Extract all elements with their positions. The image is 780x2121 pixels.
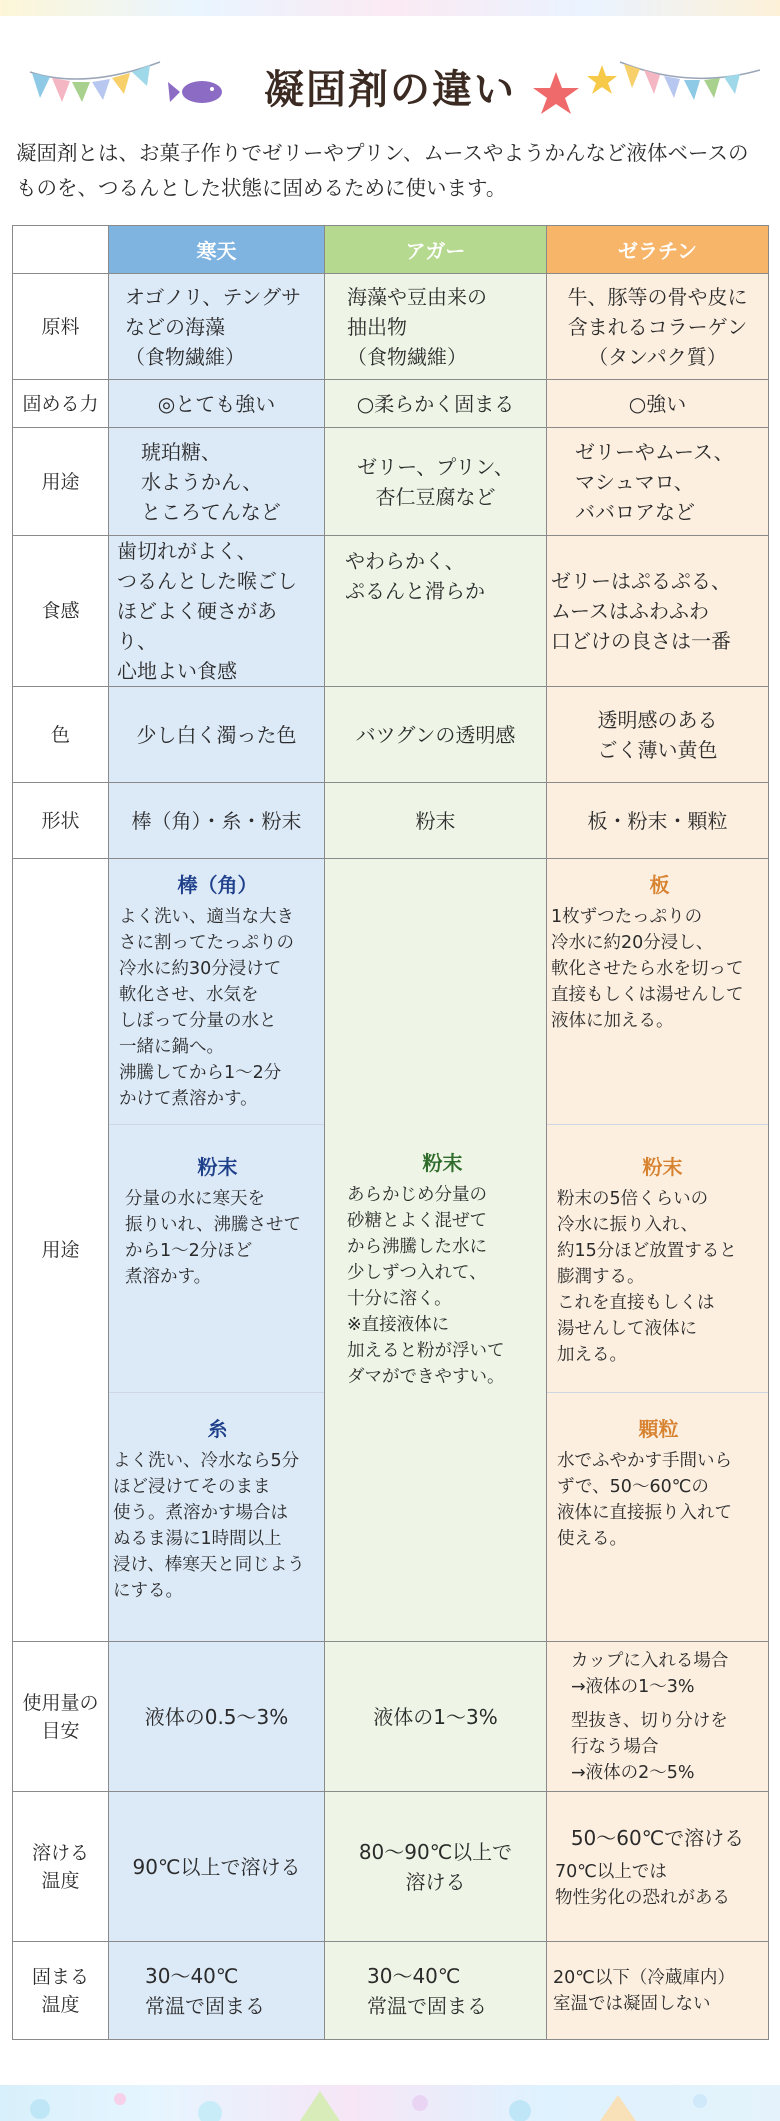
row-label: 原料 (13, 274, 109, 380)
cell-gelatin-mold: 型抜き、切り分けを 行なう場合 →液体の2〜5% (571, 1710, 728, 1783)
row-label: 用途 (13, 428, 109, 536)
row-label: 色 (13, 687, 109, 783)
subtext: よく洗い、適当な大き さに割ってたっぷりの 冷水に約30分浸けて 軟化させ、水気を しぼって分量の水と 一緒に鍋へ。 沸騰してから1〜2分 かけて煮溶かす。 (119, 907, 294, 1109)
row-label: 用途 (13, 859, 109, 1642)
cell-agar: ゼリー、プリン、 杏仁豆腐など (357, 454, 514, 509)
row-label: 固める力 (13, 380, 109, 428)
usage-gelatin-granule (547, 1392, 768, 1641)
cell-agar: 液体の1〜3% (373, 1704, 498, 1729)
cell-kanten: 歯切れがよく、 つるんとした喉ごし ほどよく硬さがあり、 心地よい食感 (117, 539, 297, 683)
subtext: 水でふやかす手間いら ずで、50〜60℃の 液体に直接振り入れて 使える。 (557, 1451, 732, 1549)
row-label: 使用量の 目安 (13, 1642, 109, 1792)
row-color (13, 687, 769, 783)
cell-gelatin: 20℃以下（冷蔵庫内） 室温では凝固しない (553, 1967, 735, 2014)
cell-gelatin-cup: カップに入れる場合 →液体の1〜3% (571, 1650, 729, 1697)
header-gelatin: ゼラチン (547, 226, 769, 274)
comparison-table (12, 225, 769, 2040)
cell-gelatin-note: 70℃以上では 物性劣化の恐れがある (555, 1861, 730, 1908)
cell-gelatin: 透明感のある ごく薄い黄色 (597, 707, 718, 762)
cell-kanten: 90℃以上で溶ける (132, 1854, 301, 1879)
row-melt (13, 1792, 769, 1942)
subtext: 1枚ずつたっぷりの 冷水に約20分浸し、 軟化させたら水を切って 直接もしくは湯せんして 液体に加える。 (551, 907, 744, 1031)
title-banner (0, 50, 780, 130)
cell-kanten: 琥珀糖、 水ようかん、 ところてんなど (141, 439, 281, 524)
row-material (13, 274, 769, 380)
bottom-decoration-strip (0, 2085, 780, 2121)
cell-agar: 粉末 (415, 808, 456, 833)
cell-gelatin-melt: 50〜60℃で溶ける (570, 1825, 745, 1850)
row-usage (13, 859, 769, 1642)
cell-agar: ○柔らかく固まる (356, 391, 515, 416)
cell-agar: 30〜40℃ 常温で固まる (367, 1963, 487, 2018)
usage-gelatin-sheet (547, 859, 768, 1124)
cell-gelatin: 牛、豚等の骨や皮に 含まれるコラーゲン （タンパク質） (567, 284, 748, 369)
header-kanten: 寒天 (109, 226, 325, 274)
row-label: 食感 (13, 536, 109, 687)
cell-kanten: ◎とても強い (157, 391, 276, 416)
cell-gelatin: ○強い (628, 391, 687, 416)
cell-gelatin: ゼリーはぷるぷる、 ムースはふわふわ 口どけの良さは一番 (551, 569, 731, 653)
cell-gelatin: ゼリーやムース、 マシュマロ、 ババロアなど (575, 439, 734, 524)
row-label: 固まる 温度 (13, 1942, 109, 2040)
subtext: 分量の水に寒天を 振りいれ、沸騰させて から1〜2分ほど 煮溶かす。 (125, 1189, 302, 1287)
usage-agar-powder (325, 859, 546, 1396)
page-title: 凝固剤の違い (264, 67, 516, 113)
row-texture (13, 536, 769, 687)
cell-agar: やわらかく、 ぷるんと滑らか (345, 549, 485, 603)
row-label: 溶ける 温度 (13, 1792, 109, 1942)
row-set (13, 1942, 769, 2040)
row-strength (13, 380, 769, 428)
cell-kanten: オゴノリ、テングサ などの海藻 （食物繊維） (125, 284, 301, 369)
subheading: 板 (649, 873, 670, 897)
cell-kanten: 30〜40℃ 常温で固まる (145, 1963, 265, 2018)
subtext: 粉末の5倍くらいの 冷水に振り入れ、 約15分ほど放置すると 膨潤する。 これを直接もしくは 湯せんして液体に 加える。 (557, 1189, 737, 1365)
subheading: 粉末 (422, 1151, 463, 1175)
subheading: 顆粒 (638, 1417, 679, 1441)
subtext: あらかじめ分量の 砂糖とよく混ぜて から沸騰した水に 少しずつ入れて、 十分に溶く。 ※直接液体に 加えると粉が浮いて ダマができやすい。 (347, 1185, 505, 1387)
cell-gelatin: 板・粉末・顆粒 (587, 808, 728, 833)
row-shape (13, 783, 769, 859)
subheading: 糸 (207, 1417, 228, 1441)
row-amount (13, 1642, 769, 1792)
intro-text: 凝固剤とは、お菓子作りでゼリーやプリン、ムースやようかんなど液体ベースのものを、つるんとした状態に固めるために使います。 (16, 141, 749, 200)
cell-kanten: 少し白く濁った色 (136, 722, 297, 747)
header-row (13, 226, 769, 274)
header-empty (13, 226, 109, 274)
cell-agar: 海藻や豆由来の 抽出物 （食物繊維） (347, 284, 487, 369)
row-uses (13, 428, 769, 536)
subheading: 粉末 (642, 1155, 683, 1179)
usage-gelatin-powder (547, 1124, 768, 1392)
bubbles-decoration-icon (0, 2085, 780, 2121)
cell-agar: バツグンの透明感 (355, 722, 516, 747)
usage-kanten-thread (109, 1392, 324, 1641)
subtext: よく洗い、冷水なら5分 ほど浸けてそのまま 使う。煮溶かす場合は ぬるま湯に1時間以上 浸け、棒寒天と同じよう にする。 (113, 1451, 305, 1601)
usage-kanten-stick (109, 859, 324, 1124)
cell-kanten: 液体の0.5〜3% (144, 1704, 289, 1729)
subheading: 粉末 (197, 1155, 238, 1179)
subheading: 棒（角） (177, 873, 258, 897)
row-label: 形状 (13, 783, 109, 859)
usage-kanten-powder (109, 1124, 324, 1392)
cell-agar: 80〜90℃以上で 溶ける (358, 1839, 513, 1894)
header-agar: アガー (325, 226, 547, 274)
top-decoration-strip (0, 0, 780, 16)
cell-kanten: 棒（角）・糸・粉末 (131, 808, 302, 833)
